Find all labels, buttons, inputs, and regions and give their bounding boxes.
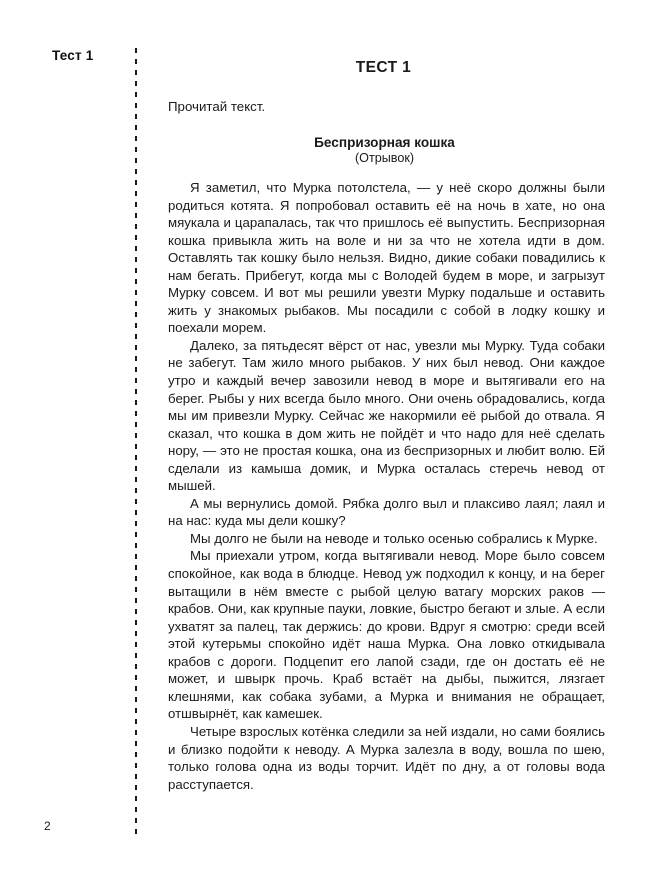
page-number: 2 — [44, 819, 51, 833]
story-paragraph: Мы приехали утром, когда вытягивали невод. Море было совсем спокойное, как вода в блюдце. Невод уж подходил к концу, и на берег вытащили в нём вместе с рыбой целую ватагу морских раков — крабов. Они, как крупные пауки, ловкие, быстро бегают и злые. А если ухватят за палец, так держись: до крови. Вдруг я смотрю: среди всей этой кутерьмы спокойно идёт наша Мурка. Она ловко откидывала крабов с дороги. Подцепит его лапой сзади, где он достать её не может, и швырк прочь. Краб встаёт на дыбы, пыжится, лязгает клешнями, как собака зубами, а Мурка и внимания не обращает, отшвырнёт, как камешек. — [168, 548, 605, 722]
instruction-text: Прочитай текст. — [168, 99, 266, 114]
story-paragraph: Далеко, за пятьдесят вёрст от нас, увезли мы Мурку. Туда собаки не забегут. Там жило много рыбаков. У них был невод. Они каждое утро и каждый вечер завозили невод в море и вытягивали его на берег. Рыбы у них всегда было много. Они очень обрадовались, когда мы им привезли Мурку. Сейчас же накормили её рыбой до отвала. Я сказал, что кошка в дом жить не пойдёт и что надо для неё сделать нору, — это не простая кошка, она из беспризорных и любит волю. Ей сделали из камыша домик, и Мурка осталась стеречь невод от мышей. — [168, 337, 605, 494]
dashed-cut-line — [135, 48, 137, 836]
left-margin-column — [0, 0, 136, 877]
page-title: ТЕСТ 1 — [355, 59, 412, 76]
story-paragraph: Я заметил, что Мурка потолстела, — у неё скоро должны были родиться котята. Я попробовал оставить её на ночь в хате, но она мяукала и царапалась, так что пришлось её выпустить. Беспризорная кошка привыкла жить на воле и ни за что не хотела идти в дом. Оставлять так кошку было нельзя. Видно, дикие собаки повадились к нам бегать. Прибегут, когда мы с Володей будем в море, и загрызут Мурку совсем. И вот мы решили увезти Мурку подальше и оставить жить у знакомых рыбаков. Мы посадили с собой в лодку кошку и поехали морем. — [168, 180, 605, 336]
story-subtitle: (Отрывок) — [354, 151, 415, 165]
main-content-column — [168, 48, 605, 793]
story-title: Беспризорная кошка — [314, 135, 455, 150]
story-body — [168, 179, 605, 793]
margin-test-label: Тест 1 — [52, 48, 94, 63]
story-paragraph: Четыре взрослых котёнка следили за ней издали, но сами боялись и близко подойти к неводу. А Мурка залезла в воду, вошла по шею, только голова одна из воды торчит. Идёт по дну, а от головы вода расступается. — [168, 723, 605, 792]
story-paragraph: А мы вернулись домой. Рябка долго выл и плаксиво лаял; лаял и на нас: куда мы дели кошку? — [168, 495, 605, 529]
story-paragraph: Мы долго не были на неводе и только осенью собрались к Мурке. — [190, 530, 598, 546]
